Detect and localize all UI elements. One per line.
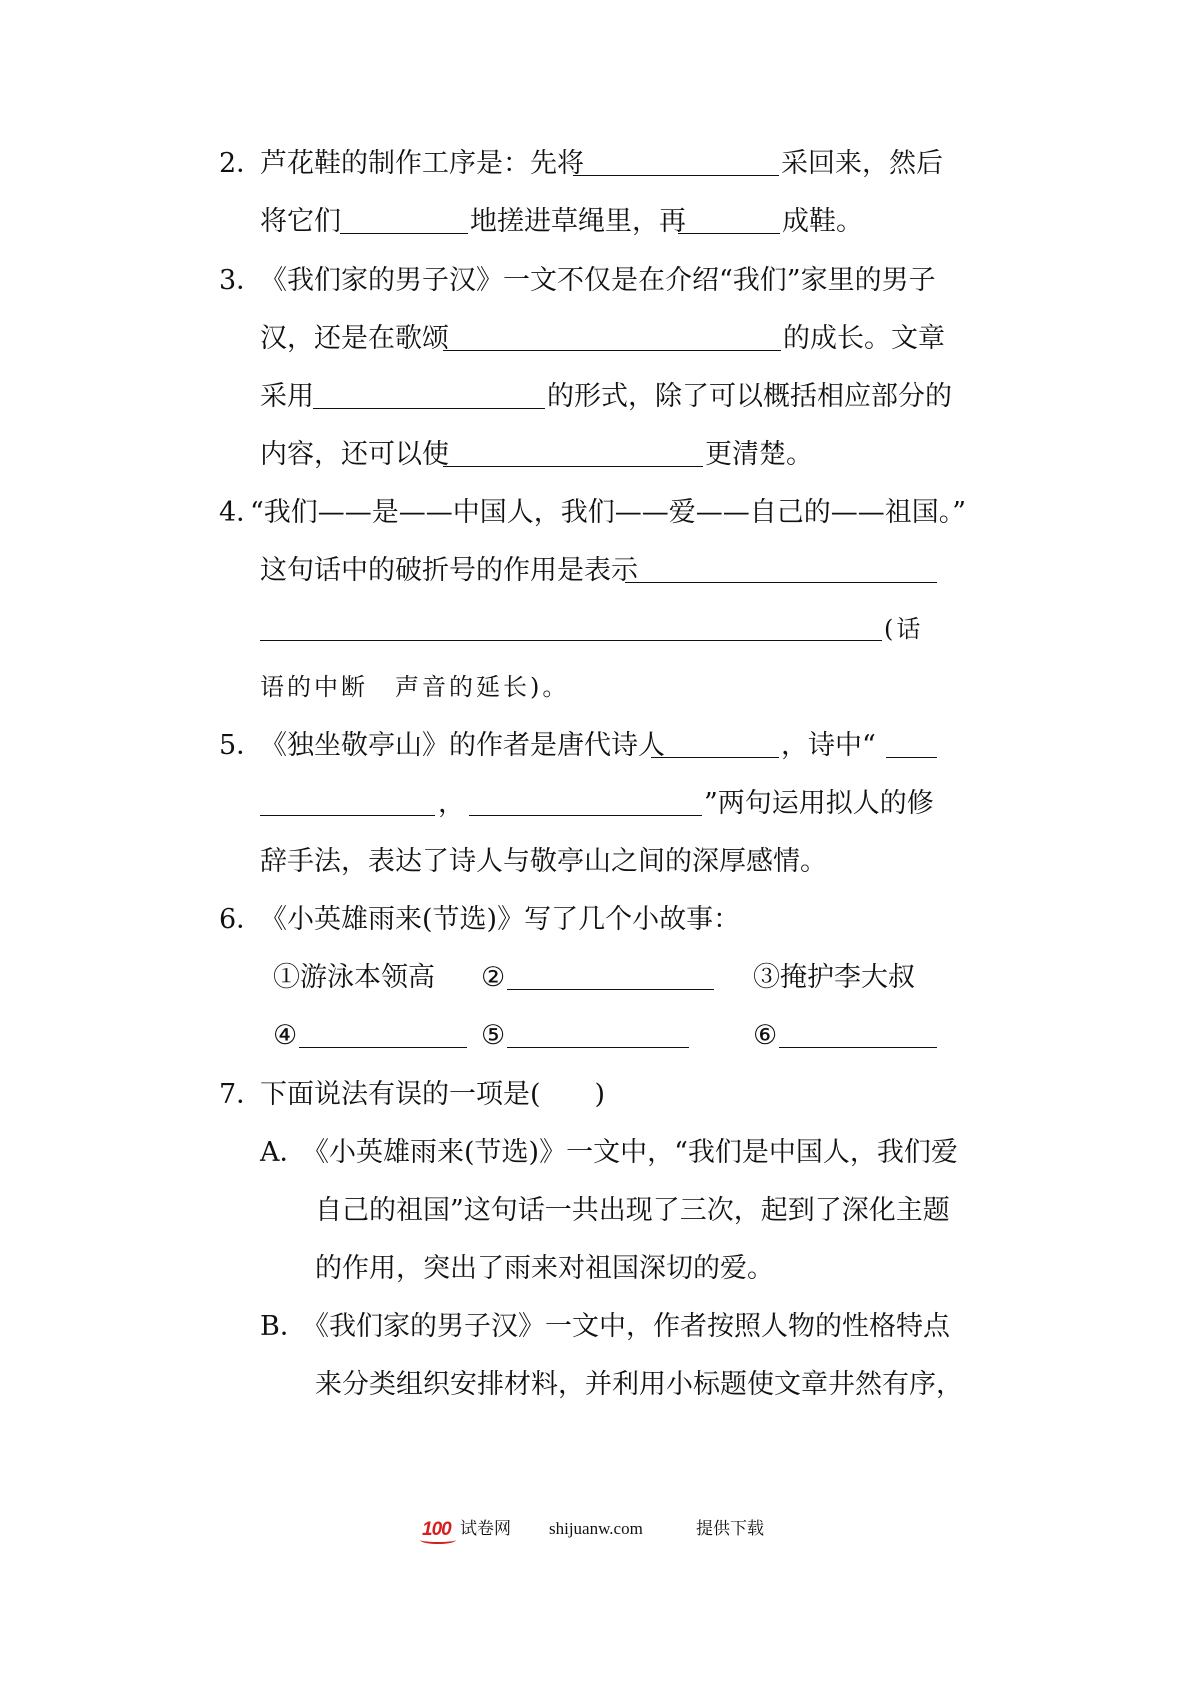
- q2-number: 2．: [219, 148, 264, 179]
- q3-text: 的形式，除了可以概括相应部分的: [547, 381, 952, 412]
- q3-text: 采用: [260, 381, 314, 412]
- answer-blank[interactable]: [779, 1047, 937, 1048]
- option-b-text: 来分类组织安排材料，并利用小标题使文章井然有序，: [315, 1369, 963, 1400]
- answer-blank[interactable]: [443, 466, 703, 467]
- q2-text: 采回来，然后: [781, 148, 943, 179]
- answer-blank[interactable]: [886, 757, 937, 758]
- q2-text: 地搓进草绳里，再: [470, 206, 686, 237]
- answer-blank[interactable]: [625, 582, 937, 583]
- q6-item: ②: [481, 962, 506, 993]
- answer-blank[interactable]: [313, 408, 545, 409]
- q4-text: 这句话中的破折号的作用是表示: [260, 555, 638, 586]
- option-b-label: B．: [260, 1311, 307, 1342]
- q4-quote: “我们——是——中国人，我们——爱——自己的——祖国。”: [250, 497, 967, 528]
- answer-blank[interactable]: [260, 640, 882, 641]
- footer-url[interactable]: shijuanw.com: [549, 1519, 643, 1538]
- q3-number: 3．: [219, 265, 264, 296]
- answer-blank[interactable]: [507, 989, 714, 990]
- q5-text: ”两句运用拟人的修: [704, 788, 934, 819]
- option-a-text: 《小英雄雨来(节选)》一文中，“我们是中国人，我们爱: [302, 1137, 958, 1168]
- answer-blank[interactable]: [651, 757, 779, 758]
- q2-text: 将它们: [260, 206, 341, 237]
- q4-hint: 语的中断 声音的延长)。: [260, 673, 570, 701]
- answer-blank[interactable]: [573, 175, 779, 176]
- answer-blank[interactable]: [340, 233, 468, 234]
- answer-blank[interactable]: [469, 815, 702, 816]
- q5-number: 5．: [219, 730, 264, 761]
- q6-item: ①游泳本领高: [273, 962, 435, 993]
- q6-item: ⑥: [753, 1020, 778, 1051]
- option-b-text: 《我们家的男子汉》一文中，作者按照人物的性格特点: [302, 1311, 950, 1342]
- q5-text: ，: [438, 788, 465, 819]
- q2-text: 芦花鞋的制作工序是：先将: [260, 148, 584, 179]
- footer-site-name: 试卷网: [460, 1519, 511, 1539]
- q7-number: 7．: [219, 1079, 264, 1110]
- q4-hint: (话: [884, 615, 924, 643]
- q3-text: 更清楚。: [705, 439, 813, 470]
- q6-number: 6．: [219, 904, 264, 935]
- q3-text: 《我们家的男子汉》一文不仅是在介绍“我们”家里的男子: [260, 265, 936, 296]
- q6-item: ④: [273, 1020, 298, 1051]
- site-logo: 100: [422, 1519, 451, 1540]
- answer-blank[interactable]: [507, 1047, 689, 1048]
- option-a-text: 的作用，突出了雨来对祖国深切的爱。: [315, 1253, 774, 1284]
- option-a-label: A．: [260, 1137, 307, 1168]
- q5-text: 辞手法，表达了诗人与敬亭山之间的深厚感情。: [260, 846, 827, 877]
- q3-text: 的成长。文章: [783, 323, 945, 354]
- answer-blank[interactable]: [443, 350, 781, 351]
- q3-text: 汉，还是在歌颂: [260, 323, 449, 354]
- q5-text: ，诗中“: [781, 730, 876, 761]
- q6-item: ⑤: [481, 1020, 506, 1051]
- q6-item: ③掩护李大叔: [753, 962, 915, 993]
- logo-swoosh-icon: [420, 1536, 456, 1544]
- answer-blank[interactable]: [260, 815, 435, 816]
- q7-text: 下面说法有误的一项是( ): [260, 1079, 606, 1110]
- footer-note: 提供下载: [696, 1519, 764, 1539]
- q6-text: 《小英雄雨来(节选)》写了几个小故事：: [260, 904, 741, 935]
- q2-text: 成鞋。: [782, 206, 863, 237]
- q5-text: 《独坐敬亭山》的作者是唐代诗人: [260, 730, 665, 761]
- answer-blank[interactable]: [678, 233, 780, 234]
- option-a-text: 自己的祖国”这句话一共出现了三次，起到了深化主题: [315, 1195, 950, 1226]
- page-footer: [0, 1514, 1191, 1548]
- q3-text: 内容，还可以使: [260, 439, 449, 470]
- q4-number: 4．: [219, 497, 264, 528]
- answer-blank[interactable]: [299, 1047, 467, 1048]
